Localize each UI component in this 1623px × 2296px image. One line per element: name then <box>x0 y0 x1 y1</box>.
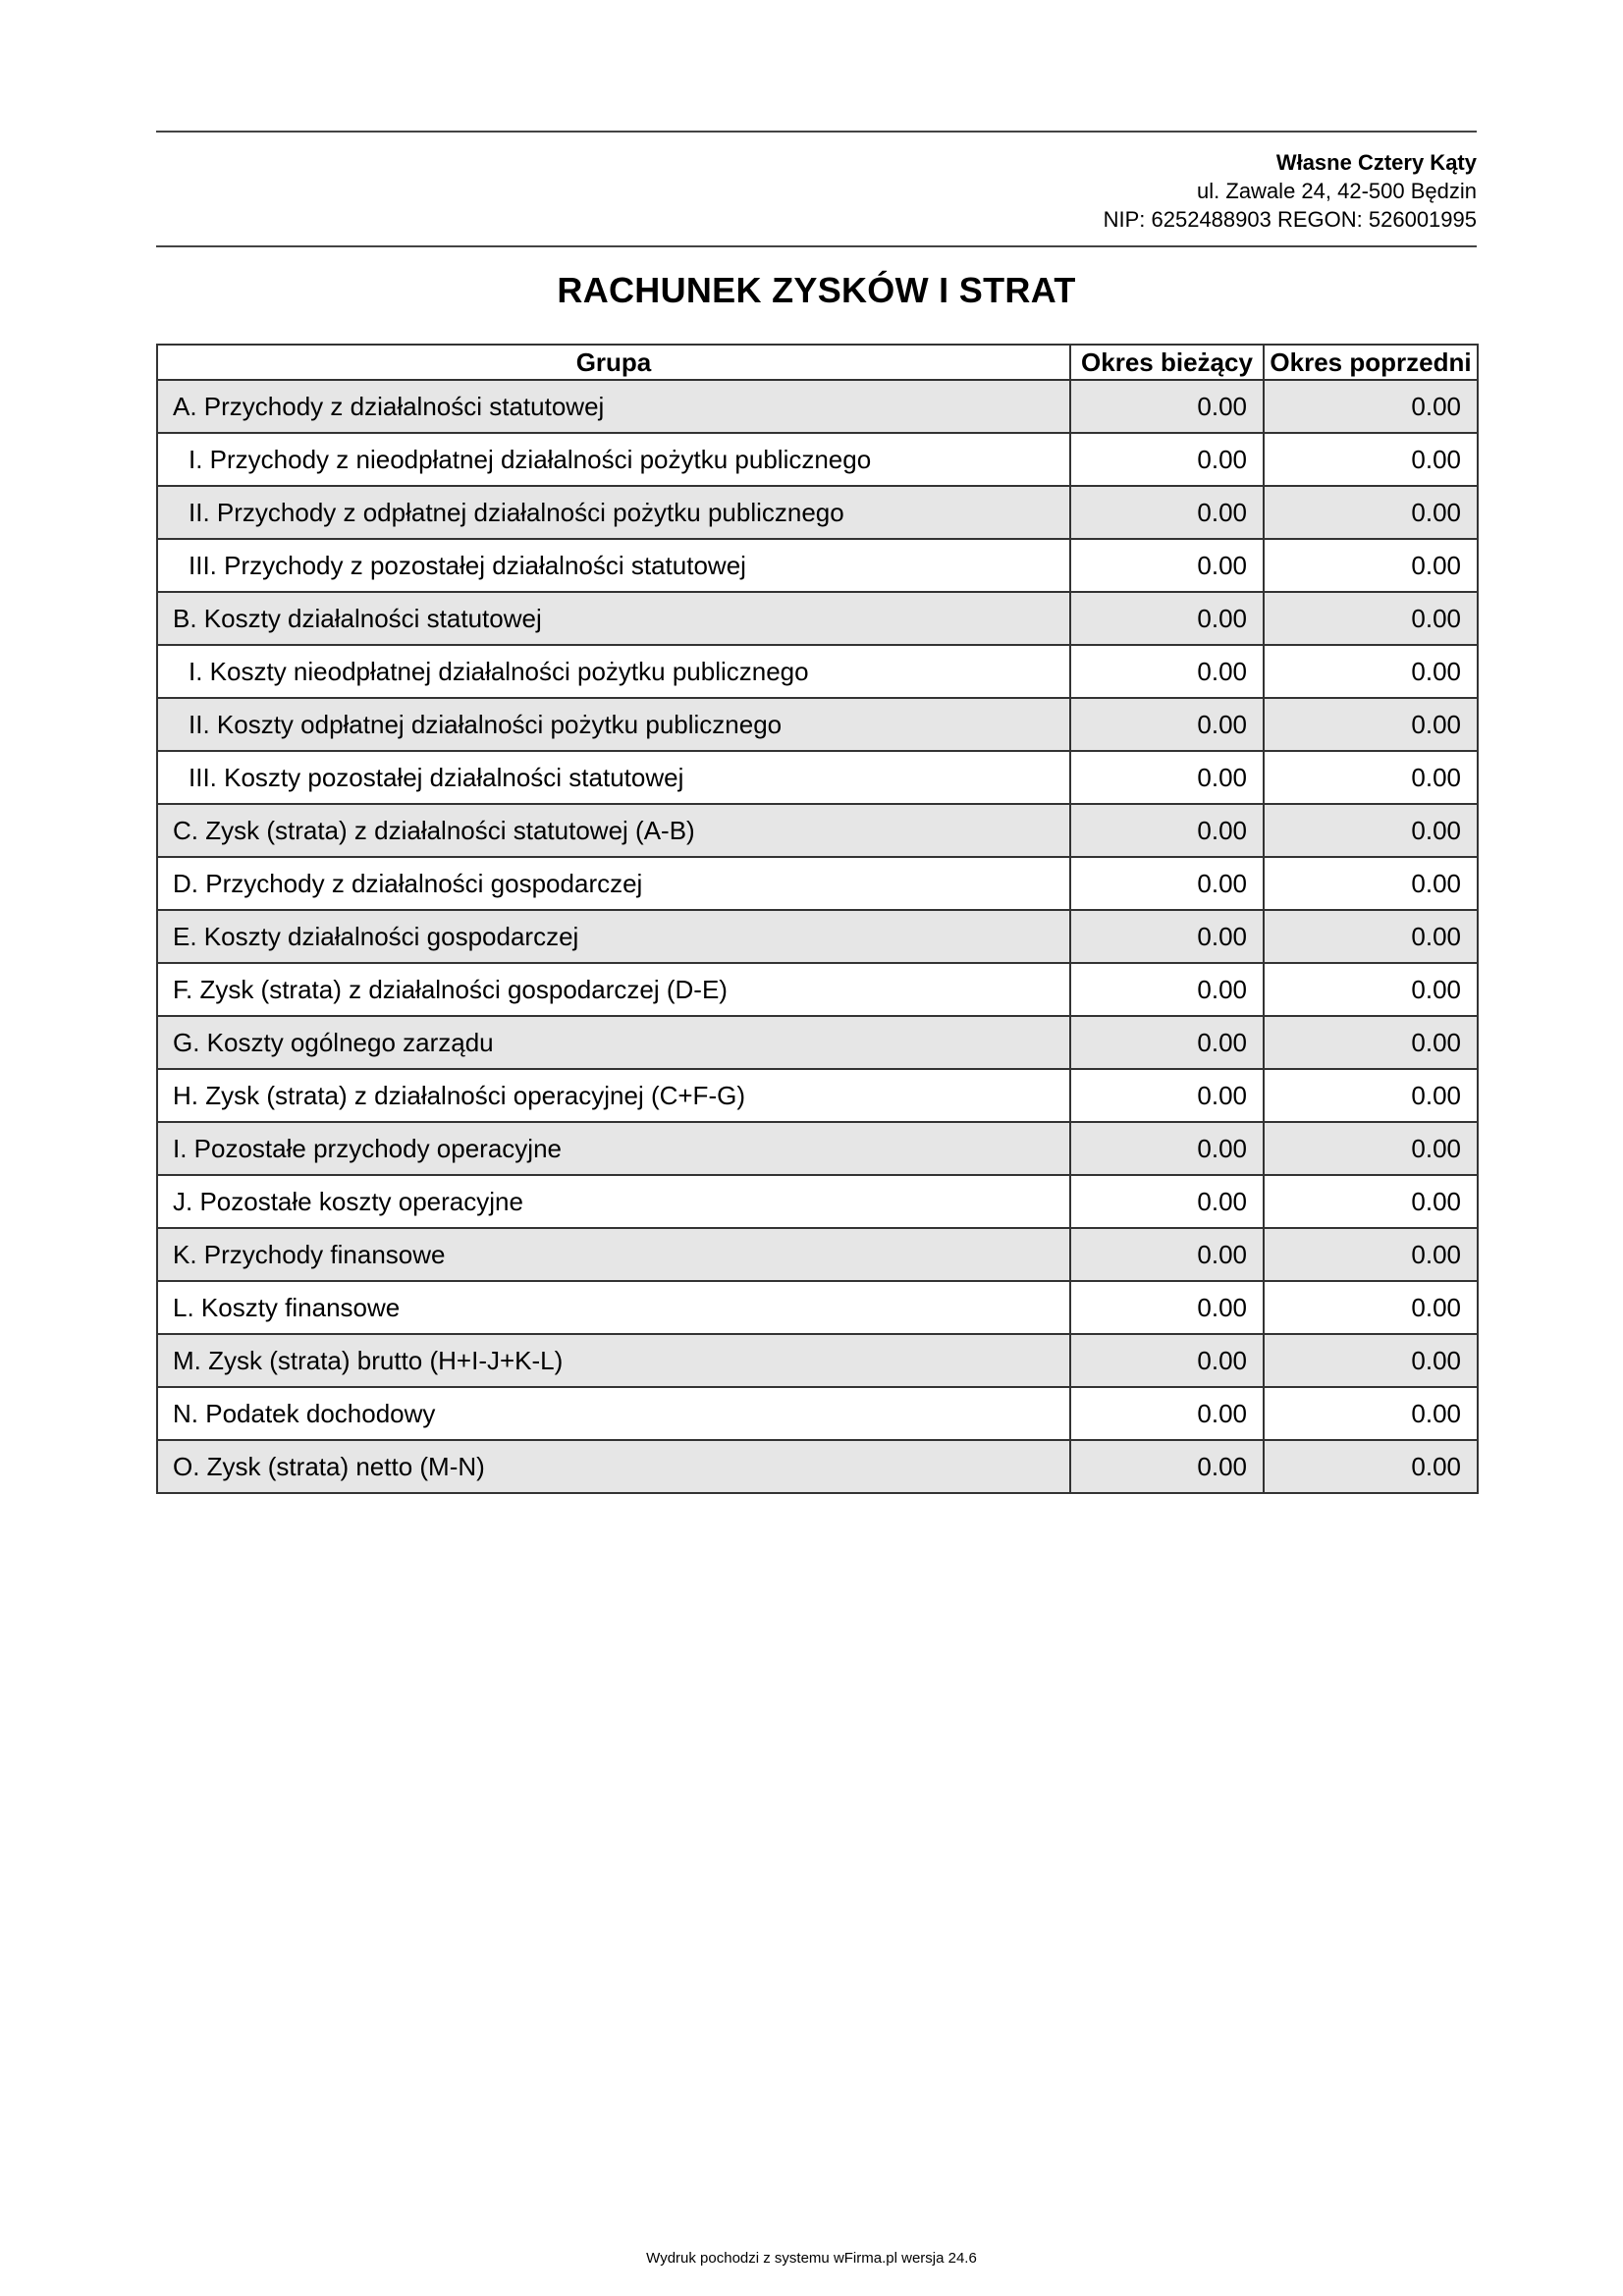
table-row <box>157 645 1478 698</box>
row-previous-value: 0.00 <box>1264 539 1478 592</box>
row-label: I. Koszty nieodpłatnej działalności pożytku publicznego <box>157 645 1070 698</box>
row-label: B. Koszty działalności statutowej <box>157 592 1070 645</box>
row-previous-value: 0.00 <box>1264 486 1478 539</box>
table-row <box>157 433 1478 486</box>
row-label: M. Zysk (strata) brutto (H+I-J+K-L) <box>157 1334 1070 1387</box>
row-label: J. Pozostałe koszty operacyjne <box>157 1175 1070 1228</box>
row-current-value: 0.00 <box>1070 1122 1264 1175</box>
table-row <box>157 1281 1478 1334</box>
row-previous-value: 0.00 <box>1264 751 1478 804</box>
row-previous-value: 0.00 <box>1264 698 1478 751</box>
table-row <box>157 1387 1478 1440</box>
table-row <box>157 1069 1478 1122</box>
report-title: RACHUNEK ZYSKÓW I STRAT <box>557 270 1076 310</box>
row-label: II. Przychody z odpłatnej działalności pożytku publicznego <box>157 486 1070 539</box>
row-previous-value: 0.00 <box>1264 592 1478 645</box>
row-current-value: 0.00 <box>1070 1334 1264 1387</box>
row-current-value: 0.00 <box>1070 751 1264 804</box>
row-previous-value: 0.00 <box>1264 1069 1478 1122</box>
row-label: D. Przychody z działalności gospodarczej <box>157 857 1070 910</box>
table-row <box>157 1228 1478 1281</box>
row-current-value: 0.00 <box>1070 1281 1264 1334</box>
row-previous-value: 0.00 <box>1264 1122 1478 1175</box>
row-previous-value: 0.00 <box>1264 645 1478 698</box>
company-address: ul. Zawale 24, 42-500 Będzin <box>1197 179 1477 203</box>
row-label: K. Przychody finansowe <box>157 1228 1070 1281</box>
row-current-value: 0.00 <box>1070 645 1264 698</box>
row-label: G. Koszty ogólnego zarządu <box>157 1016 1070 1069</box>
row-current-value: 0.00 <box>1070 1228 1264 1281</box>
row-label: I. Pozostałe przychody operacyjne <box>157 1122 1070 1175</box>
table-row <box>157 1175 1478 1228</box>
row-previous-value: 0.00 <box>1264 804 1478 857</box>
row-current-value: 0.00 <box>1070 857 1264 910</box>
table-header-row <box>157 345 1478 380</box>
row-label: III. Przychody z pozostałej działalności statutowej <box>157 539 1070 592</box>
row-label: F. Zysk (strata) z działalności gospodarczej (D-E) <box>157 963 1070 1016</box>
row-current-value: 0.00 <box>1070 380 1264 433</box>
company-ids: NIP: 6252488903 REGON: 526001995 <box>1103 207 1477 232</box>
company-info <box>1104 148 1477 234</box>
table-row <box>157 963 1478 1016</box>
row-current-value: 0.00 <box>1070 539 1264 592</box>
row-previous-value: 0.00 <box>1264 1016 1478 1069</box>
table-row <box>157 804 1478 857</box>
company-name: Własne Cztery Kąty <box>1275 150 1477 175</box>
row-previous-value: 0.00 <box>1264 1334 1478 1387</box>
row-previous-value: 0.00 <box>1264 963 1478 1016</box>
row-previous-value: 0.00 <box>1264 1387 1478 1440</box>
row-current-value: 0.00 <box>1070 486 1264 539</box>
header-divider <box>156 245 1477 247</box>
header-current-period: Okres bieżący <box>1070 345 1264 380</box>
row-previous-value: 0.00 <box>1264 857 1478 910</box>
row-previous-value: 0.00 <box>1264 380 1478 433</box>
row-current-value: 0.00 <box>1070 1175 1264 1228</box>
row-current-value: 0.00 <box>1070 592 1264 645</box>
table-row <box>157 857 1478 910</box>
table-row <box>157 910 1478 963</box>
table-row <box>157 1016 1478 1069</box>
row-label: II. Koszty odpłatnej działalności pożytku publicznego <box>157 698 1070 751</box>
row-current-value: 0.00 <box>1070 433 1264 486</box>
row-current-value: 0.00 <box>1070 1016 1264 1069</box>
row-current-value: 0.00 <box>1070 698 1264 751</box>
row-label: C. Zysk (strata) z działalności statutowej (A-B) <box>157 804 1070 857</box>
row-label: N. Podatek dochodowy <box>157 1387 1070 1440</box>
table-row <box>157 539 1478 592</box>
table-row <box>157 751 1478 804</box>
header-group: Grupa <box>157 345 1070 380</box>
footer-note: Wydruk pochodzi z systemu wFirma.pl wersja 24.6 <box>646 2250 977 2267</box>
table-row <box>157 486 1478 539</box>
row-previous-value: 0.00 <box>1264 1175 1478 1228</box>
row-label: A. Przychody z działalności statutowej <box>157 380 1070 433</box>
top-divider <box>156 131 1477 133</box>
row-previous-value: 0.00 <box>1264 433 1478 486</box>
row-current-value: 0.00 <box>1070 804 1264 857</box>
row-label: III. Koszty pozostałej działalności statutowej <box>157 751 1070 804</box>
row-current-value: 0.00 <box>1070 1440 1264 1493</box>
table-row <box>157 1440 1478 1493</box>
row-previous-value: 0.00 <box>1264 1228 1478 1281</box>
row-previous-value: 0.00 <box>1264 1281 1478 1334</box>
row-current-value: 0.00 <box>1070 963 1264 1016</box>
header-previous-period: Okres poprzedni <box>1264 345 1478 380</box>
row-previous-value: 0.00 <box>1264 910 1478 963</box>
row-current-value: 0.00 <box>1070 910 1264 963</box>
table-row <box>157 1122 1478 1175</box>
row-label: I. Przychody z nieodpłatnej działalności pożytku publicznego <box>157 433 1070 486</box>
table-row <box>157 1334 1478 1387</box>
report-table <box>156 344 1479 1494</box>
table-row <box>157 592 1478 645</box>
row-label: L. Koszty finansowe <box>157 1281 1070 1334</box>
row-current-value: 0.00 <box>1070 1069 1264 1122</box>
row-label: H. Zysk (strata) z działalności operacyjnej (C+F-G) <box>157 1069 1070 1122</box>
table-row <box>157 380 1478 433</box>
row-label: O. Zysk (strata) netto (M-N) <box>157 1440 1070 1493</box>
table-row <box>157 698 1478 751</box>
row-previous-value: 0.00 <box>1264 1440 1478 1493</box>
row-label: E. Koszty działalności gospodarczej <box>157 910 1070 963</box>
row-current-value: 0.00 <box>1070 1387 1264 1440</box>
